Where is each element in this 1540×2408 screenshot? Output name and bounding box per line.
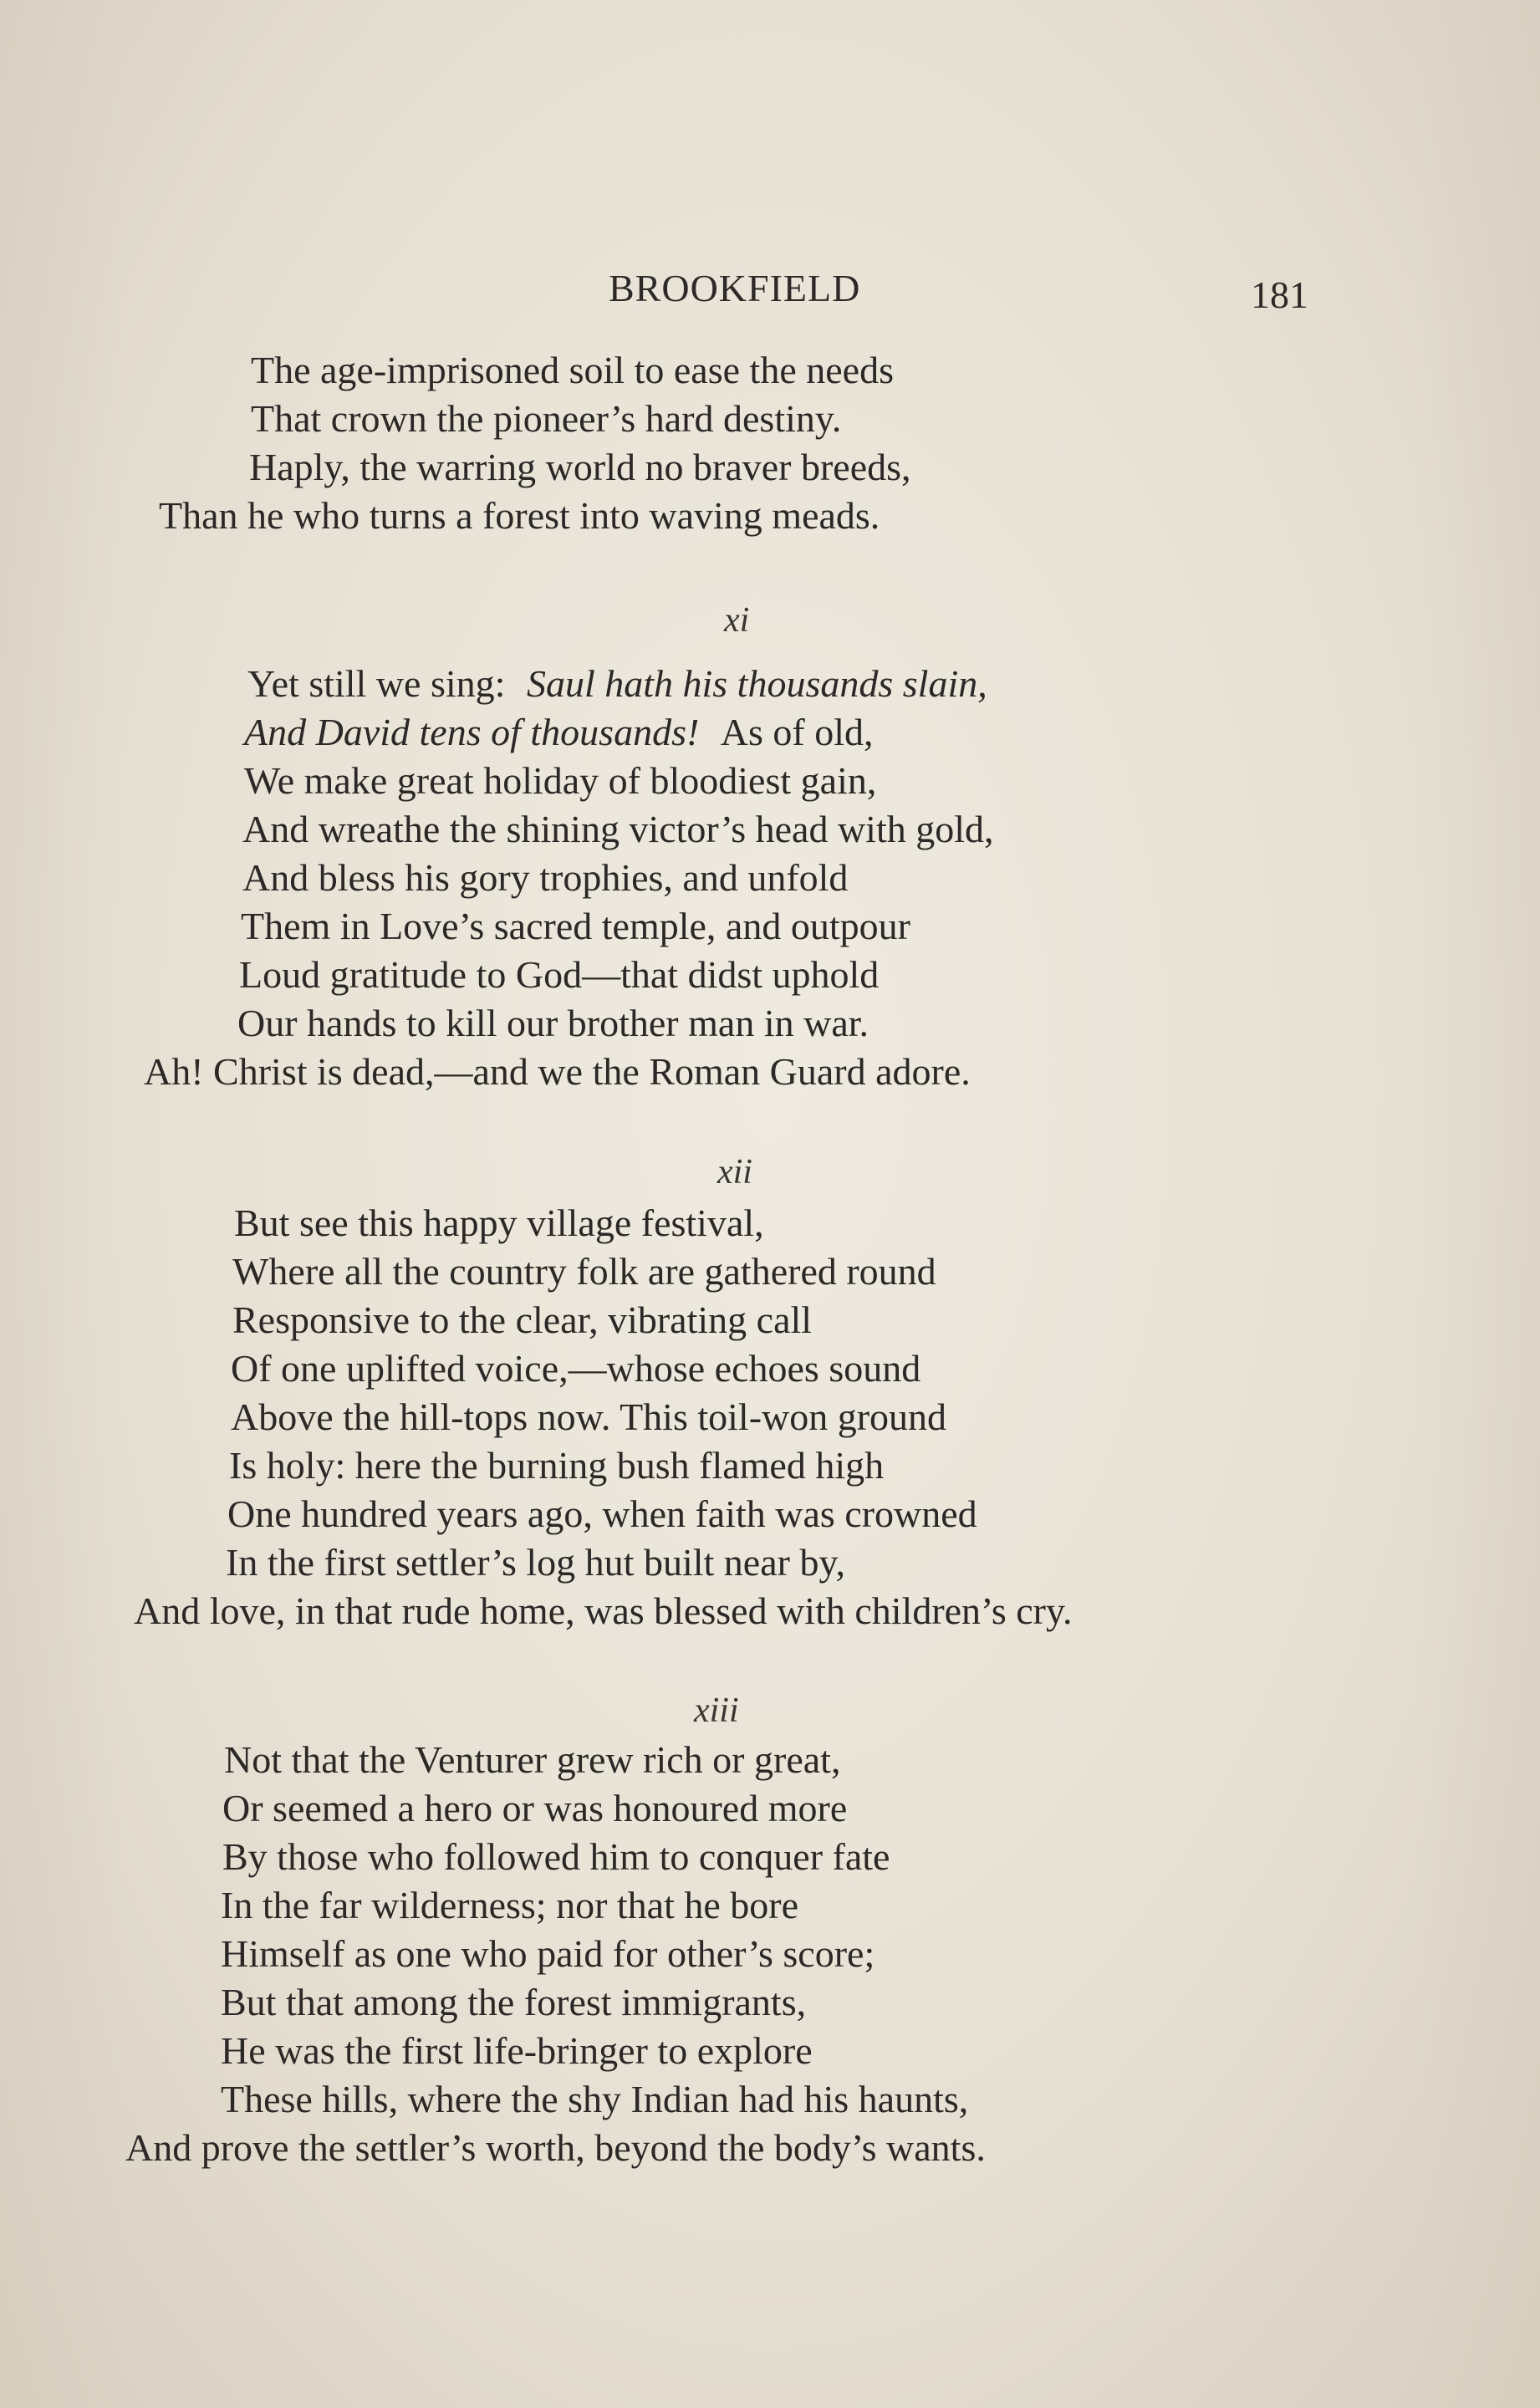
poem-line-italic: Saul hath his thousands slain, [526,662,987,705]
poem-line: Responsive to the clear, vibrating call [232,1298,813,1341]
poem-line: In the far wilderness; nor that he bore [221,1884,799,1926]
poem-line: We make great holiday of bloodiest gain, [244,759,877,802]
poem-line: Loud gratitude to God—that didst uphold [239,953,880,996]
poem-line: And wreathe the shining victor’s head with gold, [242,808,994,850]
poem-line: He was the first life-bringer to explore [221,2029,813,2072]
poem-line: Than he who turns a forest into waving meads. [159,494,880,537]
running-title: BROOKFIELD [609,267,861,309]
poem-line: Haply, the warring world no braver breeds, [249,446,911,488]
poem-line: Of one uplifted voice,—whose echoes sound [231,1347,921,1390]
poem-line: By those who followed him to conquer fate [222,1835,890,1878]
stanza-numeral: xiii [694,1691,739,1730]
poem-line-part: As of old, [720,711,874,753]
poem-line-italic: And David tens of thousands! [244,711,700,753]
stanza-numeral: xii [717,1153,752,1191]
poem-line: Ah! Christ is dead,—and we the Roman Guard adore. [144,1050,971,1093]
poem-line: Our hands to kill our brother man in war. [237,1002,869,1044]
poem-line: Himself as one who paid for other’s score; [221,1932,875,1975]
poem-line: Them in Love’s sacred temple, and outpour [241,905,910,947]
poem-line: Not that the Venturer grew rich or great, [224,1738,841,1781]
poem-line: These hills, where the shy Indian had his haunts, [221,2078,969,2120]
poem-line: That crown the pioneer’s hard destiny. [251,397,842,440]
poem-line: And love, in that rude home, was blessed with children’s cry. [134,1589,1073,1632]
poem-line [244,713,874,752]
stanza-numeral: xi [724,601,750,640]
poem-line: One hundred years ago, when faith was crowned [227,1492,977,1535]
poem-line: But see this happy village festival, [234,1201,764,1244]
poem-line: And bless his gory trophies, and unfold [242,856,849,899]
poem-line: Where all the country folk are gathered round [232,1250,936,1293]
poem-line: Above the hill-tops now. This toil-won ground [231,1395,947,1438]
poem-line [247,662,987,705]
poem-line: Is holy: here the burning bush flamed high [229,1444,885,1487]
page-number: 181 [1251,273,1308,316]
poem-line: The age-imprisoned soil to ease the needs [251,349,894,391]
poem-line: In the first settler’s log hut built near by, [226,1541,845,1584]
poem-line: Or seemed a hero or was honoured more [222,1787,848,1829]
poem-line-part: Yet still we sing: [247,662,506,705]
poem-line: But that among the forest immigrants, [221,1981,807,2023]
poem-line: And prove the settler’s worth, beyond the body’s wants. [125,2126,986,2169]
